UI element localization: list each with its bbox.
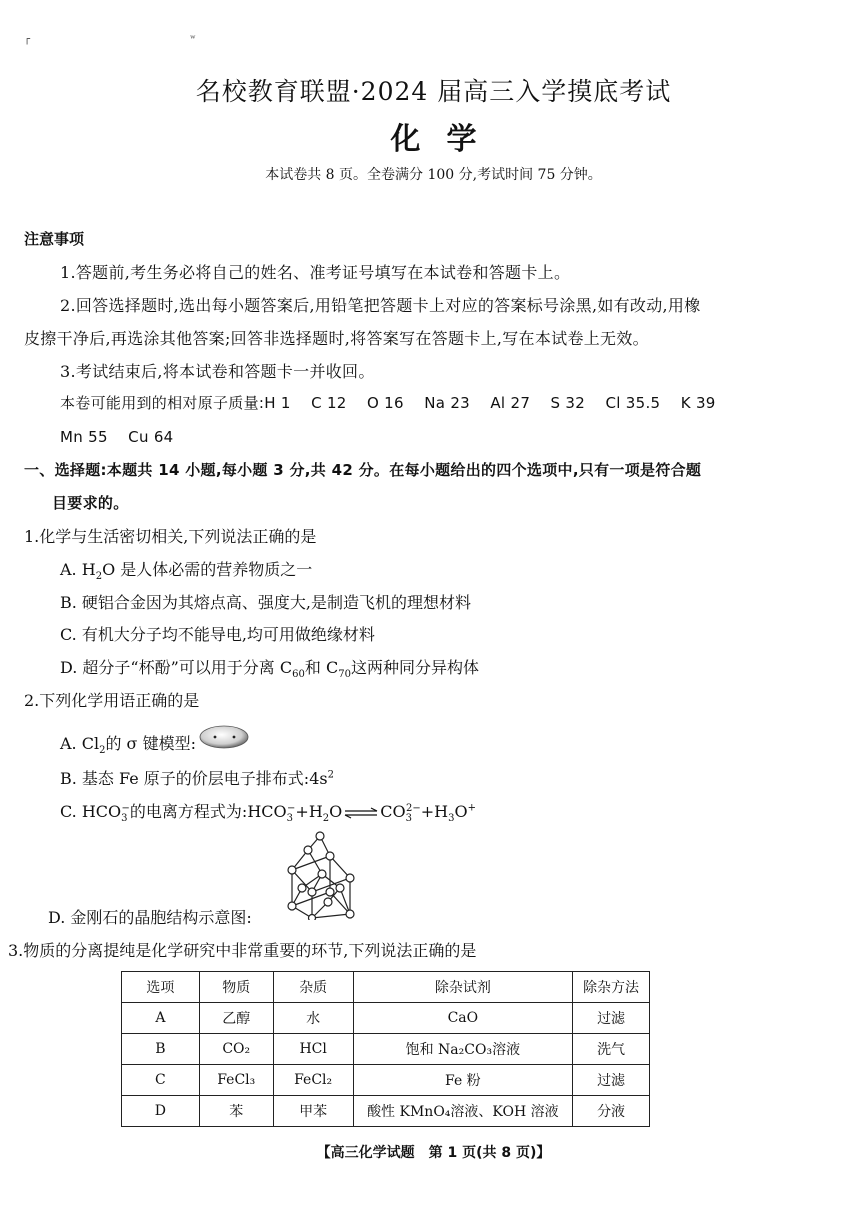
q1-stem: 1.化学与生活密切相关,下列说法正确的是 — [24, 527, 317, 546]
q3-table — [121, 971, 650, 1127]
table-row — [122, 1034, 650, 1065]
diamond-unit-cell-image — [272, 826, 368, 920]
q2-option-d: D. 金刚石的晶胞结构示意图: — [48, 908, 252, 927]
table-cell: 酸性 KMnO₄溶液、KOH 溶液 — [353, 1096, 573, 1127]
atomic-masses-line1: 本卷可能用到的相对原子质量:H 1 C 12 O 16 Na 23 Al 27 S 32 Cl 35.5 K 39 — [60, 394, 716, 412]
table-cell: C — [122, 1065, 200, 1096]
exam-title: 名校教育联盟·2024 届高三入学摸底考试 — [195, 77, 672, 106]
subject-title: 化学 — [390, 122, 503, 157]
table-header-cell: 除杂方法 — [573, 972, 650, 1003]
table-header-cell: 除杂试剂 — [353, 972, 573, 1003]
table-cell: FeCl₂ — [273, 1065, 353, 1096]
exam-info: 本试卷共 8 页。全卷满分 100 分,考试时间 75 分钟。 — [265, 167, 602, 183]
table-cell: 过滤 — [573, 1065, 650, 1096]
notice-item-1: 1.答题前,考生务必将自己的姓名、准考证号填写在本试卷和答题卡上。 — [60, 263, 571, 282]
table-row — [122, 1096, 650, 1127]
page-footer: 【高三化学试题 第 1 页(共 8 页)】 — [316, 1145, 551, 1161]
table-cell: 饱和 Na₂CO₃溶液 — [353, 1034, 573, 1065]
q1-option-a: A. $H_2O$ 是人体必需的营养物质之一 — [60, 560, 313, 583]
q1-option-c: C. 有机大分子均不能导电,均可用做绝缘材料 — [60, 625, 375, 644]
q2-option-c: C. $HCO_3^-$的电离方程式为$:HCO_3^-+H_2O$ $CO_3^{2-}+H_3O^+$ — [60, 802, 476, 825]
table-cell: A — [122, 1003, 200, 1034]
notice-heading: 注意事项 — [24, 230, 85, 248]
notice-item-3: 3.考试结束后,将本试卷和答题卡一并收回。 — [60, 362, 375, 381]
table-cell: D — [122, 1096, 200, 1127]
q2-option-b: B. 基态 Fe 原子的价层电子排布式$:4s^2$ — [60, 769, 334, 788]
table-row — [122, 1003, 650, 1034]
table-header-cell: 物质 — [199, 972, 273, 1003]
notice-item-2-line1: 2.回答选择题时,选出每小题答案后,用铅笔把答题卡上对应的答案标号涂黑,如有改动,用橡 — [60, 296, 701, 315]
table-cell: FeCl₃ — [199, 1065, 273, 1096]
table-cell: 分液 — [573, 1096, 650, 1127]
table-row — [122, 1065, 650, 1096]
table-cell: 过滤 — [573, 1003, 650, 1034]
table-cell: 苯 — [199, 1096, 273, 1127]
scan-mark-right: ʷ — [190, 34, 196, 45]
table-cell: 水 — [273, 1003, 353, 1034]
table-cell: 甲苯 — [273, 1096, 353, 1127]
section1-heading-line2: 目要求的。 — [52, 494, 129, 512]
q1-option-d: D. 超分子“杯酚”可以用于分离 $C_{60}$和 $C_{70}$这两种同分异构体 — [60, 658, 479, 681]
table-cell: B — [122, 1034, 200, 1065]
atomic-masses-line2: Mn 55 Cu 64 — [60, 428, 174, 446]
table-cell: CO₂ — [199, 1034, 273, 1065]
section1-heading-line1: 一、选择题:本题共 14 小题,每小题 3 分,共 42 分。在每小题给出的四个选项中,只有一项是符合题 — [24, 461, 702, 479]
table-cell: 洗气 — [573, 1034, 650, 1065]
table-header-cell: 杂质 — [273, 972, 353, 1003]
table-header-row — [122, 972, 650, 1003]
table-cell: HCl — [273, 1034, 353, 1065]
sigma-bond-model-image — [198, 724, 250, 750]
reversible-arrow-icon — [343, 807, 379, 819]
q1-option-b: B. 硬铝合金因为其熔点高、强度大,是制造飞机的理想材料 — [60, 593, 472, 612]
table-header-cell: 选项 — [122, 972, 200, 1003]
q2-stem: 2.下列化学用语正确的是 — [24, 691, 200, 710]
q2-option-a: A. $Cl_2$的 σ 键模型: — [60, 734, 196, 757]
table-cell: Fe 粉 — [353, 1065, 573, 1096]
q3-stem: 3.物质的分离提纯是化学研究中非常重要的环节,下列说法正确的是 — [8, 941, 477, 960]
scan-mark-left: ┌ — [24, 34, 31, 45]
table-cell: 乙醇 — [199, 1003, 273, 1034]
table-cell: CaO — [353, 1003, 573, 1034]
notice-item-2-line2: 皮擦干净后,再选涂其他答案;回答非选择题时,将答案写在答题卡上,写在本试卷上无效。 — [24, 329, 649, 348]
